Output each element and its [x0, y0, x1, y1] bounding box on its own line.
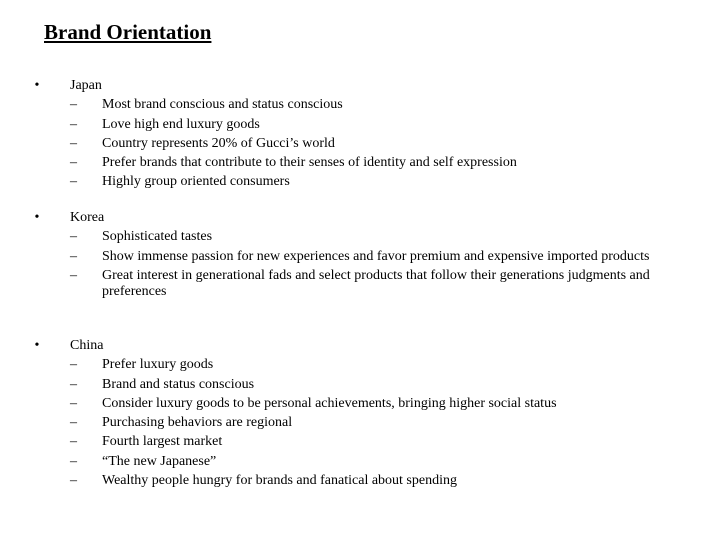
sub-item-text: “The new Japanese” — [102, 453, 217, 469]
sub-item — [70, 394, 700, 413]
sub-item-text: Prefer luxury goods — [102, 357, 214, 373]
bullet-label: China — [70, 338, 104, 353]
bullet-icon: • — [34, 338, 40, 353]
dash-icon: – — [70, 434, 77, 450]
dash-icon: – — [70, 473, 77, 489]
sub-item-text: Highly group oriented consumers — [102, 174, 290, 190]
bullet-item-japan — [30, 76, 700, 192]
sub-item-text: Consider luxury goods to be personal achievements, bringing higher social status — [102, 395, 557, 411]
dash-icon: – — [70, 376, 77, 392]
sub-item-text: Most brand conscious and status conscious — [102, 97, 343, 113]
sub-item — [70, 471, 700, 490]
bullet-label: Japan — [70, 78, 102, 93]
slide-title: Brand Orientation — [44, 20, 212, 44]
bullet-label: Korea — [70, 210, 105, 225]
sub-item — [70, 452, 700, 471]
sub-item — [70, 95, 700, 114]
sub-item-text: Brand and status conscious — [102, 376, 255, 392]
dash-icon: – — [70, 155, 77, 171]
dash-icon: – — [70, 174, 77, 190]
sub-item — [70, 227, 700, 246]
dash-icon: – — [70, 135, 77, 151]
sub-list — [70, 355, 700, 490]
dash-icon: – — [70, 357, 77, 373]
sub-list — [70, 95, 700, 191]
sub-item-text: Prefer brands that contribute to their senses of identity and self expression — [102, 155, 517, 171]
sub-item — [70, 432, 700, 451]
dash-icon: – — [70, 97, 77, 113]
sub-item-text: Great interest in generational fads and select products that follow their generations judgments and preferences — [102, 267, 650, 299]
sub-item-text: Purchasing behaviors are regional — [102, 415, 293, 431]
dash-icon: – — [70, 453, 77, 469]
sub-item-text: Country represents 20% of Gucci’s world — [102, 135, 335, 151]
sub-item — [70, 134, 700, 153]
sub-item — [70, 247, 700, 266]
sub-item — [70, 375, 700, 394]
sub-item-text: Love high end luxury goods — [102, 116, 260, 132]
bullet-icon: • — [34, 210, 40, 225]
dash-icon: – — [70, 267, 77, 283]
bullet-group-japan — [30, 76, 700, 192]
sub-item — [70, 266, 700, 301]
bullet-item-china — [30, 336, 700, 490]
dash-icon: – — [70, 229, 77, 245]
sub-item — [70, 413, 700, 432]
bullet-icon: • — [34, 78, 40, 93]
sub-item — [70, 115, 700, 134]
sub-item-text: Fourth largest market — [102, 434, 223, 450]
bullet-group-china — [30, 336, 700, 490]
dash-icon: – — [70, 248, 77, 264]
bullet-group-korea — [30, 208, 700, 301]
dash-icon: – — [70, 415, 77, 431]
bullet-item-korea — [30, 208, 700, 301]
dash-icon: – — [70, 395, 77, 411]
sub-item — [70, 355, 700, 374]
sub-item-text: Sophisticated tastes — [102, 229, 213, 245]
dash-icon: – — [70, 116, 77, 132]
sub-item — [70, 172, 700, 191]
sub-list — [70, 227, 700, 300]
sub-item-text: Show immense passion for new experiences and favor premium and expensive imported products — [102, 248, 650, 264]
sub-item-text: Wealthy people hungry for brands and fanatical about spending — [102, 473, 457, 489]
sub-item — [70, 153, 700, 172]
